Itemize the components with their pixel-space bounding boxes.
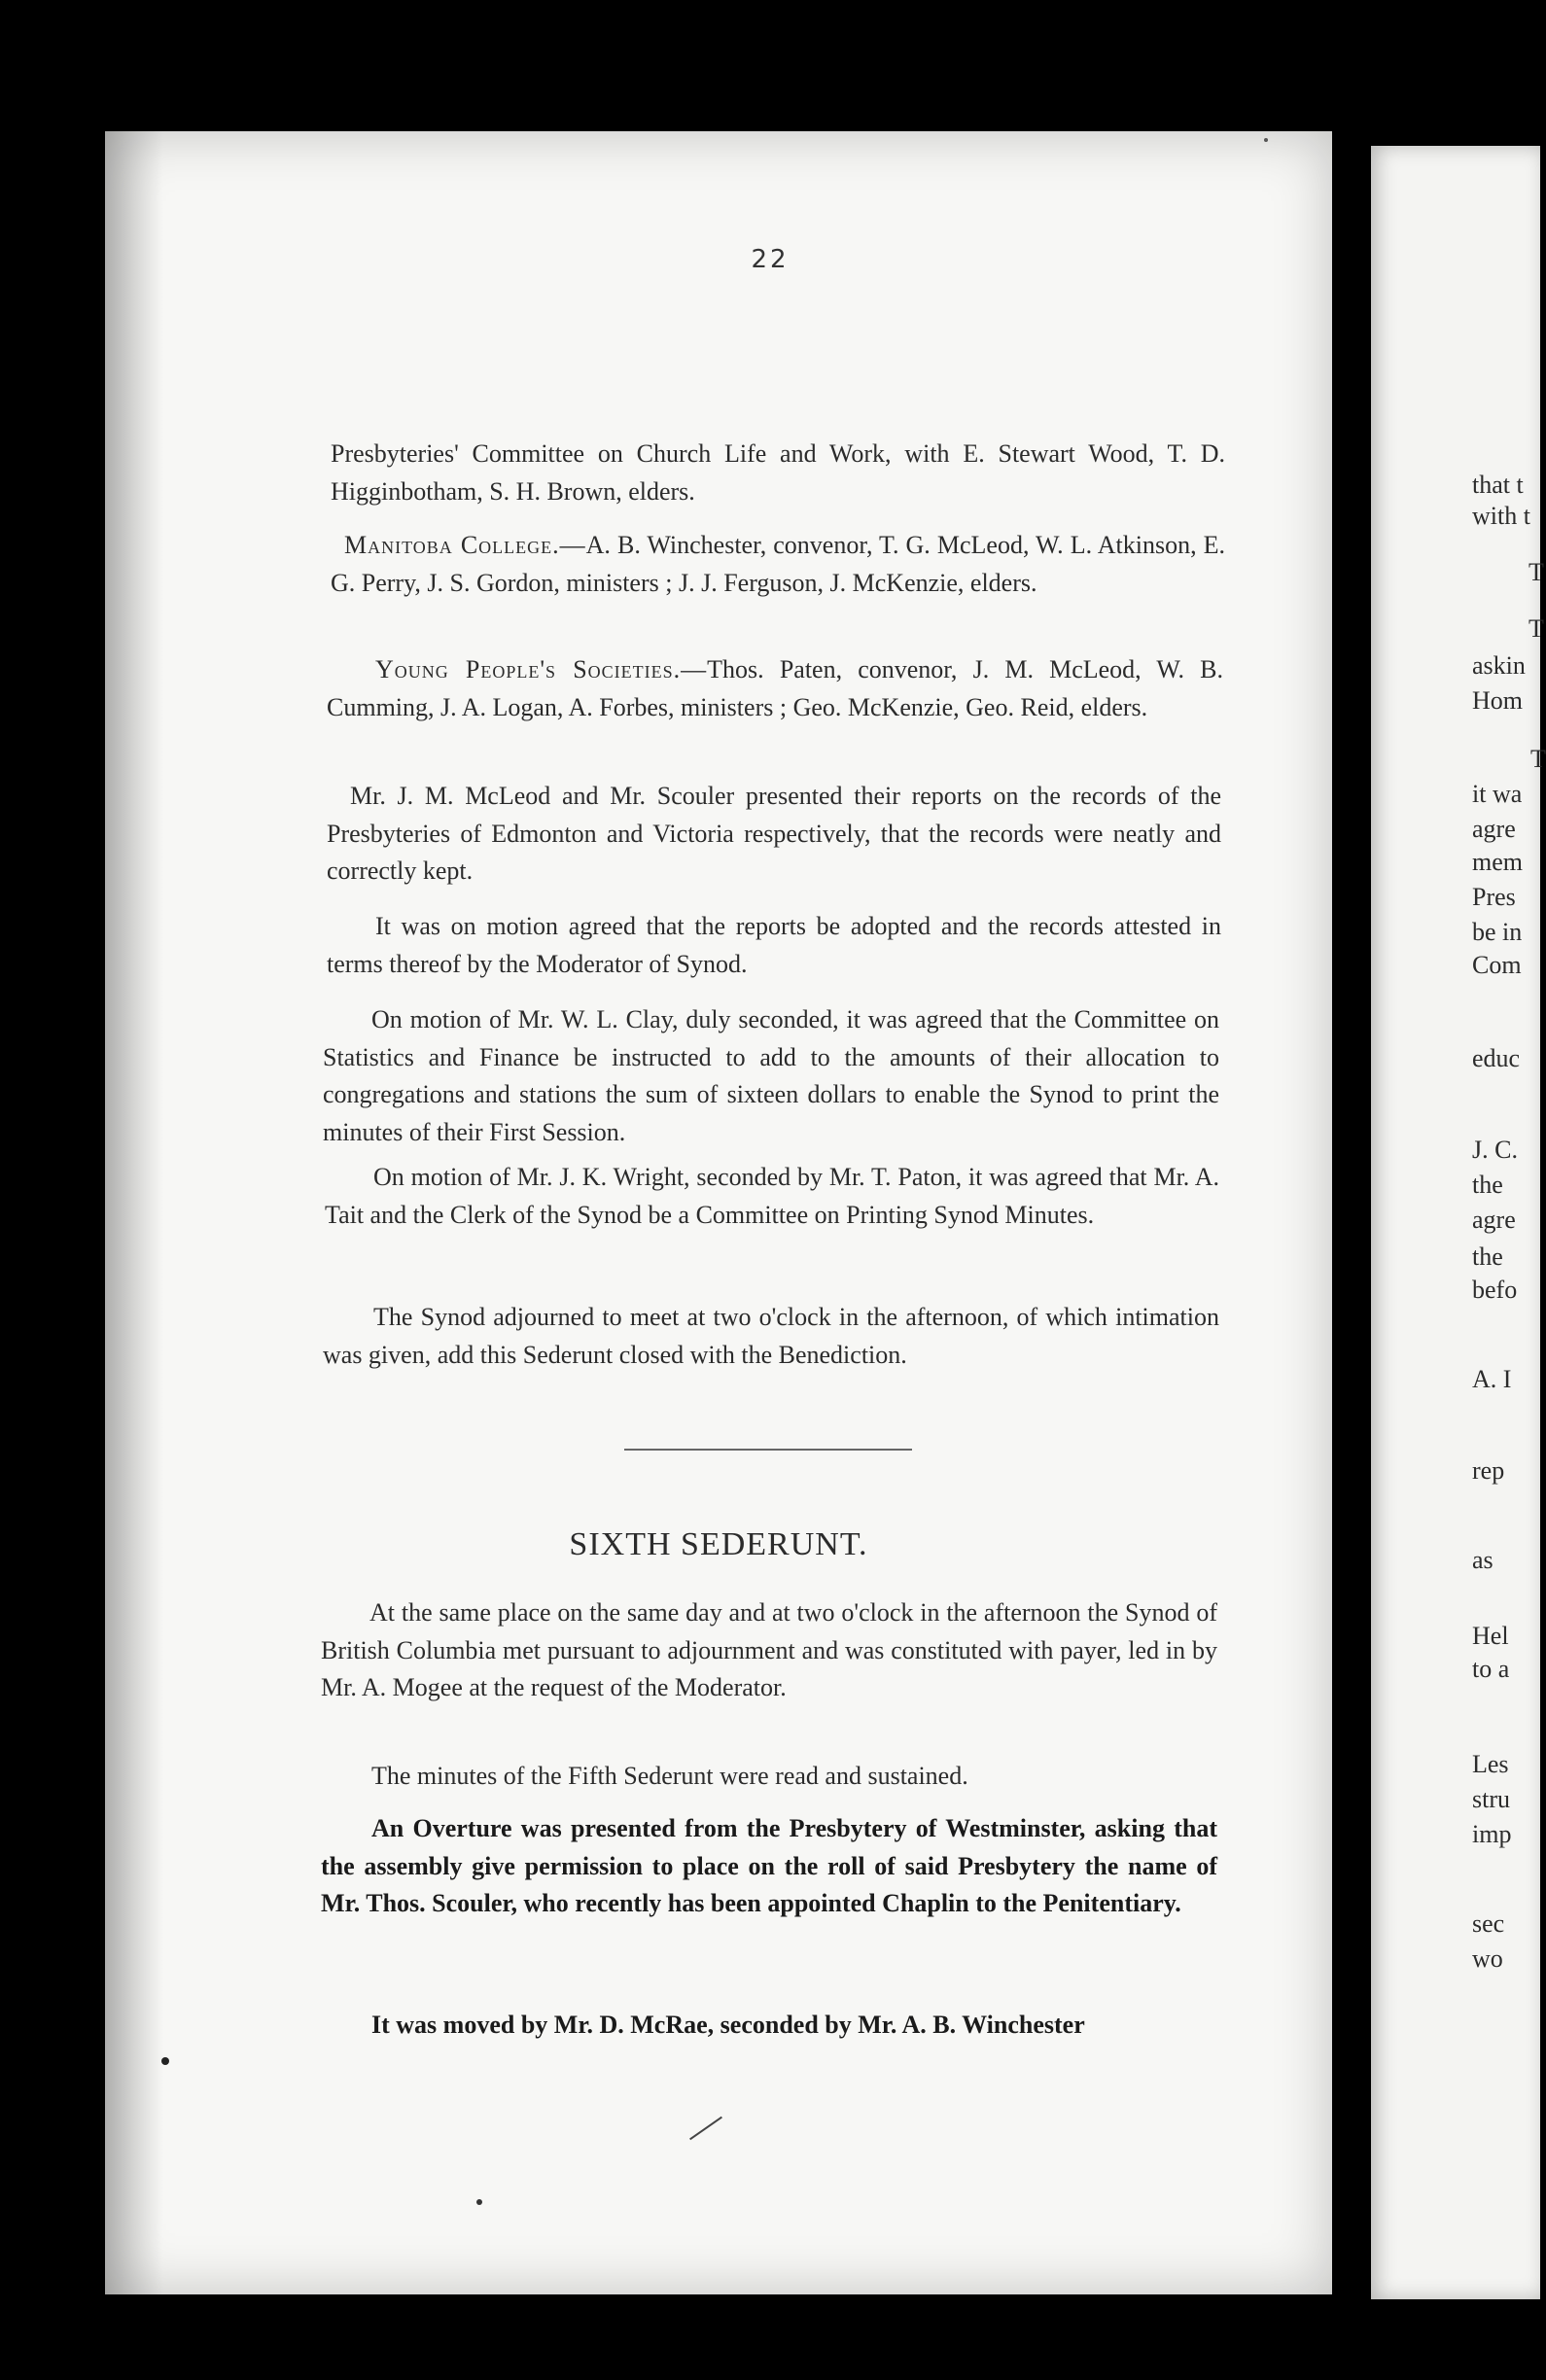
right-fragment: with t	[1472, 502, 1530, 530]
paragraph-young-peoples	[327, 651, 1223, 726]
right-fragment: rep	[1472, 1456, 1505, 1485]
right-fragment: Les	[1472, 1750, 1509, 1778]
young-peoples-head: Young People's Societies.—	[375, 655, 708, 683]
right-fragment: be in	[1472, 918, 1523, 946]
section-heading: SIXTH SEDERUNT.	[569, 1526, 868, 1562]
right-fragment: askin	[1472, 651, 1526, 680]
section-divider	[624, 1449, 912, 1451]
right-fragment: A. I	[1472, 1365, 1512, 1393]
paragraph-statistics-finance: On motion of Mr. W. L. Clay, duly seconded, it was agreed that the Committee on Statistics and Finance be instructed to add to the amounts of their allocation to congregations and stations the sum of sixteen dollars to enable the Synod to print the minutes of their First Session.	[323, 1005, 1219, 1146]
right-fragment: Hom	[1472, 686, 1523, 715]
right-fragment: T	[1528, 614, 1544, 643]
right-fragment: T	[1530, 745, 1546, 773]
right-fragment: as	[1472, 1546, 1493, 1574]
right-fragment: befo	[1472, 1276, 1518, 1304]
young-peoples-text: Thos. Paten, convenor, J. M. McLeod, W. B. Cumming, J. A. Logan, A. Forbes, ministers ; Geo. McKenzie, Geo. Reid, elders.	[327, 655, 1223, 721]
right-fragment: it wa	[1472, 780, 1523, 808]
paragraph-records-reports: Mr. J. M. McLeod and Mr. Scouler presented their reports on the records of the Presbyteries of Edmonton and Victoria respectively, that the records were neatly and correctly kept.	[327, 782, 1221, 885]
right-fragment: the	[1472, 1171, 1503, 1199]
right-fragment: Pres	[1472, 883, 1516, 911]
paragraph-reports-adopted: It was on motion agreed that the reports be adopted and the records attested in terms thereof by the Moderator of Synod.	[327, 912, 1221, 978]
page-number: 22	[751, 245, 790, 274]
manitoba-college-text: A. B. Winchester, convenor, T. G. McLeod, W. L. Atkinson, E. G. Perry, J. S. Gordon, ministers ; J. J. Ferguson, J. McKenzie, elders.	[331, 531, 1225, 597]
paragraph-adjourned: The Synod adjourned to meet at two o'clock in the afternoon, of which intimation was given, add this Sederunt closed with the Benediction.	[323, 1303, 1219, 1369]
right-fragment: educ	[1472, 1044, 1521, 1072]
right-fragment: agre	[1472, 815, 1516, 843]
right-fragment: T	[1528, 558, 1544, 586]
right-fragment: sec	[1472, 1909, 1505, 1938]
right-fragment: stru	[1472, 1785, 1510, 1813]
right-fragment: that t	[1472, 471, 1524, 499]
right-fragment: Hel	[1472, 1622, 1509, 1650]
paragraph-sixth-sederunt-opening: At the same place on the same day and at two o'clock in the afternoon the Synod of British Columbia met pursuant to adjournment and was constituted with payer, led in by Mr. A. Mogee at the request of the Moderator.	[321, 1598, 1217, 1701]
right-fragment: to a	[1472, 1655, 1510, 1683]
paragraph-moved-by: It was moved by Mr. D. McRae, seconded by Mr. A. B. Winchester	[371, 2011, 1085, 2039]
right-fragment: the	[1472, 1242, 1503, 1271]
right-fragment: J. C.	[1472, 1136, 1518, 1164]
right-fragment: Com	[1472, 951, 1522, 979]
ink-speck	[476, 2199, 482, 2205]
paragraph-printing-committee: On motion of Mr. J. K. Wright, seconded by Mr. T. Paton, it was agreed that Mr. A. Tait and the Clerk of the Synod be a Committee on Printing Synod Minutes.	[325, 1163, 1219, 1229]
right-fragment: imp	[1472, 1820, 1512, 1848]
ink-speck	[161, 2057, 169, 2065]
ink-speck	[1264, 138, 1268, 142]
right-fragment: wo	[1472, 1944, 1503, 1973]
paragraph-overture: An Overture was presented from the Presbytery of Westminster, asking that the assembly give permission to place on the roll of said Presbytery the name of Mr. Thos. Scouler, who recently has been appointed Chaplin to the Penitentiary.	[321, 1814, 1217, 1917]
paragraph-manitoba-college	[331, 527, 1225, 602]
right-fragment: mem	[1472, 848, 1523, 876]
paragraph-church-life: Presbyteries' Committee on Church Life and Work, with E. Stewart Wood, T. D. Higginbotham, S. H. Brown, elders.	[331, 439, 1225, 506]
right-fragment: agre	[1472, 1206, 1516, 1234]
manitoba-college-head: Manitoba College.—	[344, 531, 586, 559]
paragraph-minutes-sustained: The minutes of the Fifth Sederunt were read and sustained.	[371, 1762, 968, 1790]
